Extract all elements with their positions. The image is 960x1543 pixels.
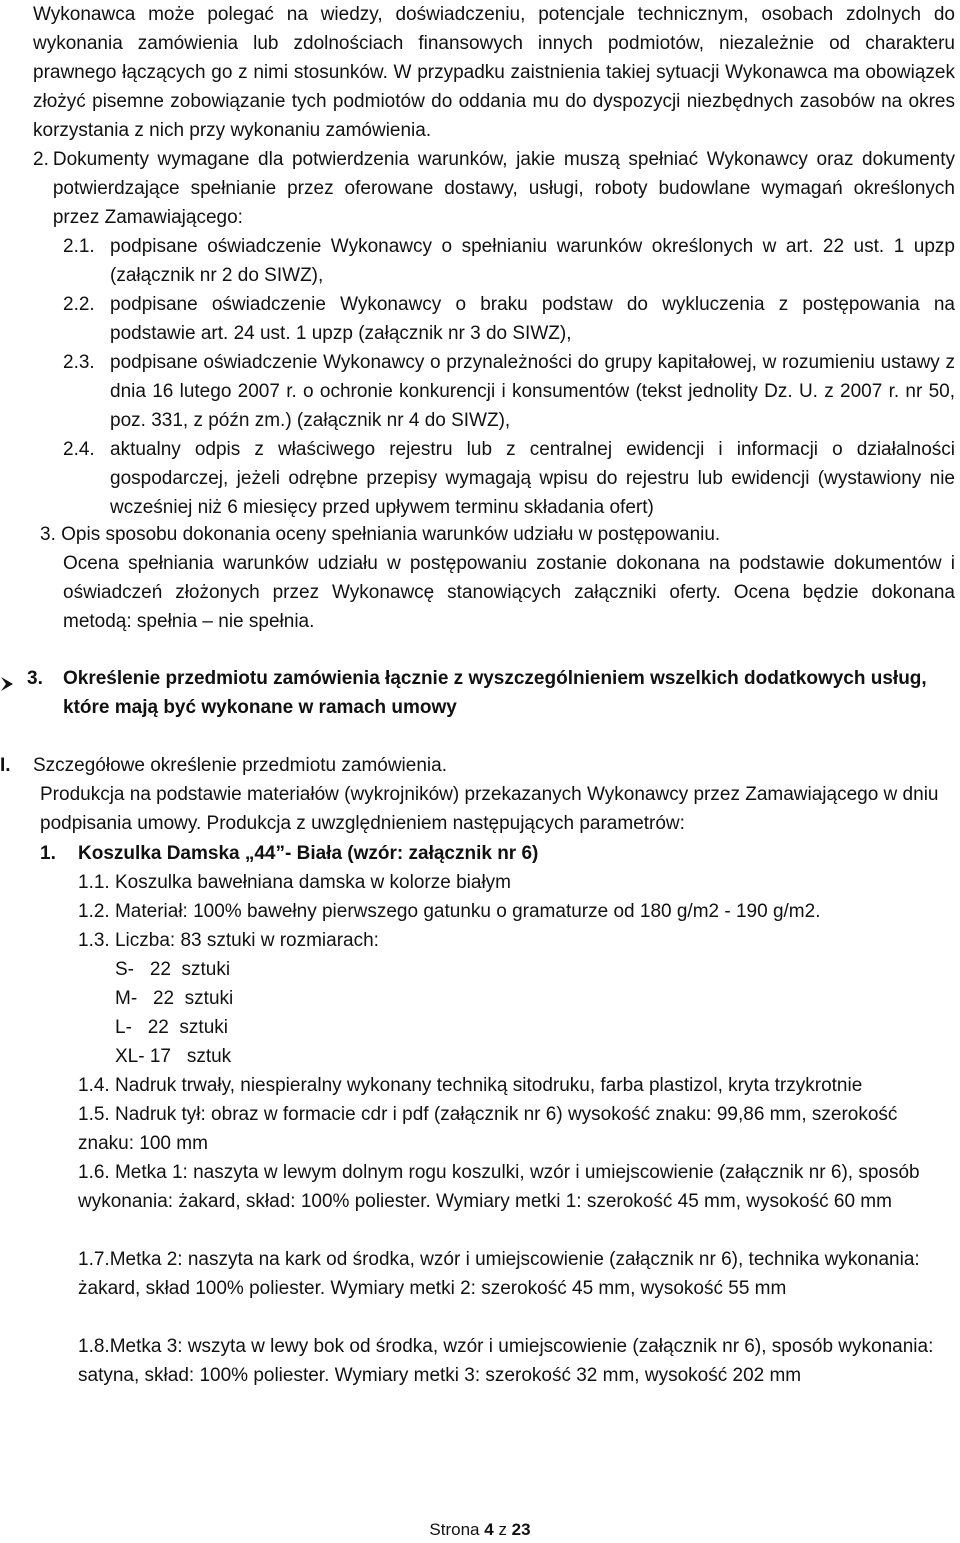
subitem-text: podpisane oświadczenie Wykonawcy o przynależności do grupy kapitałowej, w rozumieniu ustawy z dnia 16 lutego 2007 r. o ochronie konkurencji i konsumentów (tekst jednolity Dz. U. z 2007 r. nr 50, poz. 331, z późn zm.) (załącznik nr 4 do SIWZ), xyxy=(110,352,955,431)
footer-label: Strona xyxy=(429,1520,480,1539)
section-3-title: Określenie przedmiotu zamówienia łącznie z wyszczególnieniem wszelkich dodatkowych usług, które mają być wykonane w ramach umowy xyxy=(63,668,927,718)
part-I-title: Szczegółowe określenie przedmiotu zamówienia. xyxy=(33,755,447,776)
subitem-number: 2.1. xyxy=(63,236,95,257)
arrow-bullet-icon xyxy=(0,672,14,701)
point-1-8: 1.8.Metka 3: wszyta w lewy bok od środka, wzór i umiejscowienie (załącznik nr 6), sposób wykonania: satyna, skład: 100% poliester. Wymiary metki 3: szerokość 32 mm, wysokość 202 mm xyxy=(78,1336,934,1386)
intro-paragraph: Wykonawca może polegać na wiedzy, doświadczeniu, potencjale technicznym, osobach zdolnych do wykonania zamówienia lub zdolnościach finansowych innych podmiotów, niezależnie od charakteru prawnego łączących go z nimi stosunków. W przypadku zaistnienia takiej sytuacji Wykonawca ma obowiązek złożyć pisemne zobowiązanie tych podmiotów do oddania mu do dyspozycji niezbędnych zasobów na okres korzystania z nich przy wykonaniu zamówienia. xyxy=(33,4,955,141)
item-3-description: Ocena spełniania warunków udziału w postępowaniu zostanie dokonana na podstawie dokumentów i oświadczeń złożonych przez Wykonawcę stanowiących załączniki oferty. Ocena będzie dokonana metodą: spełnia – nie spełnia. xyxy=(63,553,955,632)
item-3-heading: 3. Opis sposobu dokonania oceny spełniania warunków udziału w postępowaniu. xyxy=(40,524,721,545)
subitem-number: 2.2. xyxy=(63,294,95,315)
size-M: M- 22 sztuki xyxy=(115,988,234,1009)
page-footer xyxy=(0,1519,960,1541)
subitem-number: 2.4. xyxy=(63,439,95,460)
point-1-7: 1.7.Metka 2: naszyta na kark od środka, wzór i umiejscowienie (załącznik nr 6), technika wykonania: żakard, skład 100% poliester. Wymiary metki 2: szerokość 45 mm, wysokość 55 mm xyxy=(78,1249,920,1299)
point-1-6: 1.6. Metka 1: naszyta w lewym dolnym rogu koszulki, wzór i umiejscowienie (załącznik nr 6), sposób wykonania: żakard, skład: 100% poliester. Wymiary metki 1: szerokość 45 mm, wysokość 60 mm xyxy=(78,1162,920,1212)
part-I-number: I. xyxy=(0,755,11,776)
footer-separator: z xyxy=(498,1520,507,1539)
point-1-5: 1.5. Nadruk tył: obraz w formacie cdr i pdf (załącznik nr 6) wysokość znaku: 99,86 mm, szerokość znaku: 100 mm xyxy=(78,1104,898,1154)
size-XL: XL- 17 sztuk xyxy=(115,1046,232,1067)
item-2-number: 2. xyxy=(33,149,49,170)
subitem-text: aktualny odpis z właściwego rejestru lub z centralnej ewidencji i informacji o działalności gospodarczej, jeżeli odrębne przepisy wymagają wpisu do rejestru lub ewidencji (wystawiony nie wcześniej niż 6 miesięcy przed upływem terminu składania ofert) xyxy=(110,439,955,518)
subitem-text: podpisane oświadczenie Wykonawcy o spełnianiu warunków określonych w art. 22 ust. 1 upzp (załącznik nr 2 do SIWZ), xyxy=(110,236,955,286)
footer-page-number: 4 xyxy=(484,1520,494,1539)
subitem-text: podpisane oświadczenie Wykonawcy o braku podstaw do wykluczenia z postępowania na podstawie art. 24 ust. 1 upzp (załącznik nr 3 do SIWZ), xyxy=(110,294,955,344)
point-1-3: 1.3. Liczba: 83 sztuki w rozmiarach: xyxy=(78,930,379,951)
requirements-item-2 xyxy=(33,145,955,232)
point-1-1: 1.1. Koszulka bawełniana damska w kolorze białym xyxy=(78,872,511,893)
size-S: S- 22 sztuki xyxy=(115,959,231,980)
point-1-4: 1.4. Nadruk trwały, niespieralny wykonany techniką sitodruku, farba plastizol, kryta trzykrotnie xyxy=(78,1075,863,1096)
subitem-number: 2.3. xyxy=(63,352,95,373)
section-3-number: 3. xyxy=(27,668,43,689)
subitem-2-1 xyxy=(63,232,955,290)
subitem-2-4 xyxy=(63,435,955,522)
subitem-2-3 xyxy=(63,348,955,435)
part-I-intro: Produkcja na podstawie materiałów (wykrojników) przekazanych Wykonawcy przez Zamawiającego w dniu podpisania umowy. Produkcja z uwzględnieniem następujących parametrów: xyxy=(40,784,939,834)
item-2-text: Dokumenty wymagane dla potwierdzenia warunków, jakie muszą spełniać Wykonawcy oraz dokumenty potwierdzające spełnianie przez oferowane dostawy, usługi, roboty budowlane wymagań określonych przez Zamawiającego: xyxy=(52,149,955,228)
subitem-2-2 xyxy=(63,290,955,348)
size-L: L- 22 sztuki xyxy=(115,1017,228,1038)
item-1-title: Koszulka Damska „44”- Biała (wzór: załącznik nr 6) xyxy=(78,843,539,864)
point-1-2: 1.2. Materiał: 100% bawełny pierwszego gatunku o gramaturze od 180 g/m2 - 190 g/m2. xyxy=(78,901,821,922)
footer-page-total: 23 xyxy=(511,1520,531,1539)
item-1-number: 1. xyxy=(40,843,56,864)
